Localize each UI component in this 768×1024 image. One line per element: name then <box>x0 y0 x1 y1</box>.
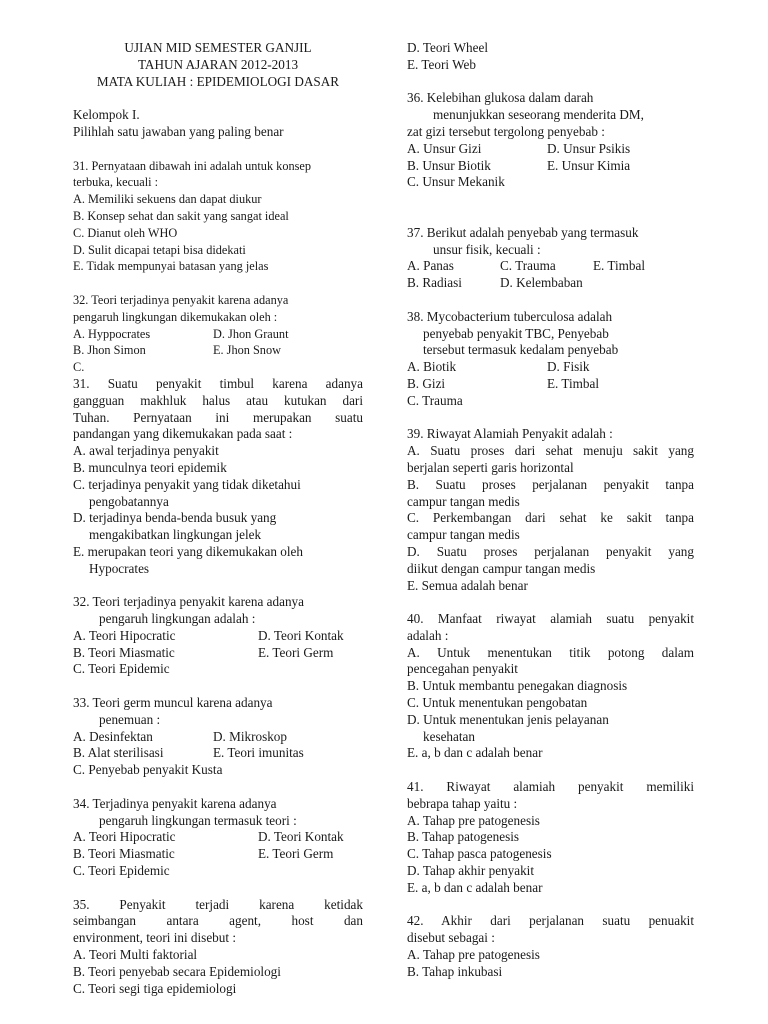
option-d: D. terjadinya benda-benda busuk yang <box>73 510 277 526</box>
option-b: B. Suatu proses perjalanan penyakit tanpa <box>407 476 694 492</box>
question-text: 32. Teori terjadinya penyakit karena adanya <box>73 594 304 610</box>
question-35-continued <box>407 40 694 74</box>
option-a: A. Teori Hipocratic <box>73 829 176 845</box>
question-text: 34. Terjadinya penyakit karena adanya <box>73 795 277 811</box>
option-d: D. Teori Kontak <box>258 829 344 845</box>
option-e: E. Tidak mempunyai batasan yang jelas <box>73 259 269 274</box>
option-c: C. Dianut oleh WHO <box>73 225 178 240</box>
question-38 <box>407 309 694 410</box>
question-text: penemuan : <box>99 711 161 727</box>
academic-year: TAHUN AJARAN 2012-2013 <box>137 56 299 72</box>
option-d: D. Fisik <box>547 359 590 375</box>
exam-title: UJIAN MID SEMESTER GANJIL <box>124 40 312 55</box>
option-a: A. Memiliki sekuens dan dapat diukur <box>73 192 262 207</box>
option-a: A. Desinfektan <box>73 728 153 744</box>
question-31b <box>73 376 363 578</box>
option-c: C. Trauma <box>500 258 556 274</box>
right-column <box>407 40 694 981</box>
option-c-cont: campur tangan medis <box>407 527 520 543</box>
course-name: MATA KULIAH : EPIDEMIOLOGI DASAR <box>96 73 340 89</box>
option-a: A. Panas <box>407 258 454 274</box>
question-text: pandangan yang dikemukakan pada saat : <box>73 426 293 442</box>
option-e: E. Jhon Snow <box>213 343 281 358</box>
option-a: A. Hyppocrates <box>73 326 151 341</box>
option-b: B. Gizi <box>407 375 446 391</box>
option-c-cont: pengobatannya <box>89 493 169 509</box>
option-b: B. munculnya teori epidemik <box>73 459 227 475</box>
question-text: 42. Akhir dari perjalanan suatu penuakit <box>407 913 694 929</box>
question-37 <box>407 225 694 292</box>
option-b: B. Alat sterilisasi <box>73 745 164 761</box>
option-e: E. Timbal <box>547 375 600 391</box>
option-a-cont: berjalan seperti garis horizontal <box>407 459 574 475</box>
option-d: D. Mikroskop <box>213 728 287 744</box>
option-d: D. Teori Kontak <box>258 627 344 643</box>
option-c: C. Teori Epidemic <box>73 863 170 879</box>
option-b: B. Konsep sehat dan sakit yang sangat ideal <box>73 208 289 223</box>
question-text: 31. Suatu penyakit timbul karena adanya <box>73 375 363 391</box>
option-d-cont: mengakibatkan lingkungan jelek <box>89 527 262 543</box>
question-41 <box>407 779 694 897</box>
option-a: A. Suatu proses dari sehat menuju sakit yang <box>407 443 694 459</box>
option-d-cont: diikut dengan campur tangan medis <box>407 560 596 576</box>
option-d: D. Sulit dicapai tetapi bisa didekati <box>73 242 246 257</box>
option-c: C. Perkembangan dari sehat ke sakit tanpa <box>407 510 694 526</box>
question-text: zat gizi tersebut tergolong penyebab : <box>407 123 605 139</box>
option-c: C. Unsur Mekanik <box>407 174 505 190</box>
question-text: pengaruh lingkungan termasuk teori : <box>99 812 297 828</box>
option-e: E. Teori Web <box>407 56 476 72</box>
question-39 <box>407 426 694 594</box>
question-text: gangguan makhluk halus atau kutukan dari <box>73 392 363 408</box>
question-text: menunjukkan seseorang menderita DM, <box>433 107 644 123</box>
question-text: penyebab penyakit TBC, Penyebab <box>423 325 609 341</box>
question-32b <box>73 594 363 678</box>
option-a-cont: pencegahan penyakit <box>407 661 518 677</box>
question-text: pengaruh lingkungan adalah : <box>99 611 256 627</box>
option-b: B. Teori Miasmatic <box>73 644 175 660</box>
question-text: 37. Berikut adalah penyebab yang termasuk <box>407 224 639 240</box>
option-c: C. Tahap pasca patogenesis <box>407 846 552 862</box>
option-c: C. Teori segi tiga epidemiologi <box>73 980 237 996</box>
option-d: D. Kelembaban <box>500 275 583 291</box>
question-35 <box>73 897 363 998</box>
question-42 <box>407 913 694 980</box>
option-d: D. Jhon Graunt <box>213 326 289 341</box>
option-b: B. Teori penyebab secara Epidemiologi <box>73 963 281 979</box>
option-c: C. Penyebab penyakit Kusta <box>73 762 223 778</box>
option-b-cont: campur tangan medis <box>407 493 520 509</box>
question-text: adalah : <box>407 627 449 643</box>
option-e: E. Timbal <box>593 258 646 274</box>
option-e: E. Teori Germ <box>258 644 334 660</box>
option-d: D. Suatu proses perjalanan penyakit yang <box>407 543 694 559</box>
question-text: 41. Riwayat alamiah penyakit memiliki <box>407 779 694 795</box>
option-c: C. Untuk menentukan pengobatan <box>407 695 588 711</box>
question-text: bebrapa tahap yaitu : <box>407 795 518 811</box>
option-e: E. a, b dan c adalah benar <box>407 879 543 895</box>
option-b: B. Tahap patogenesis <box>407 829 520 845</box>
question-text: Tuhan. Pernyataan ini merupakan suatu <box>73 409 363 425</box>
left-column <box>73 40 363 997</box>
question-31a <box>73 158 363 276</box>
question-text: disebut sebagai : <box>407 930 495 946</box>
question-text: 35. Penyakit terjadi karena ketidak <box>73 896 363 912</box>
question-text: 32. Teori terjadinya penyakit karena adanya <box>73 292 289 307</box>
option-c: C. Teori Epidemic <box>73 661 170 677</box>
option-c: C. terjadinya penyakit yang tidak diketahui <box>73 476 301 492</box>
option-e-cont: Hypocrates <box>89 560 150 576</box>
option-a: A. Unsur Gizi <box>407 140 482 156</box>
option-c: C. Trauma <box>407 392 463 408</box>
question-text: 38. Mycobacterium tuberculosa adalah <box>407 308 613 324</box>
question-40 <box>407 611 694 762</box>
option-d: D. Untuk menentukan jenis pelayanan <box>407 711 609 727</box>
question-text: tersebut termasuk kedalam penyebab <box>423 342 619 358</box>
option-e: E. merupakan teori yang dikemukakan oleh <box>73 543 303 559</box>
option-b: B. Jhon Simon <box>73 343 146 358</box>
question-text: 40. Manfaat riwayat alamiah suatu penyakit <box>407 611 694 627</box>
option-b: B. Tahap inkubasi <box>407 963 503 979</box>
option-e: E. Teori imunitas <box>213 745 304 761</box>
question-text: seimbangan antara agent, host dan <box>73 913 363 929</box>
option-b: B. Teori Miasmatic <box>73 846 175 862</box>
option-e: E. a, b dan c adalah benar <box>407 745 543 761</box>
option-e: E. Unsur Kimia <box>547 157 631 173</box>
option-a: A. Tahap pre patogenesis <box>407 947 540 963</box>
option-e: E. Semua adalah benar <box>407 577 528 593</box>
instruction: Pilihlah satu jawaban yang paling benar <box>73 123 284 139</box>
question-text: unsur fisik, kecuali : <box>433 241 541 257</box>
question-32a <box>73 292 363 376</box>
question-text: 36. Kelebihan glukosa dalam darah <box>407 90 594 106</box>
option-d-cont: kesehatan <box>423 728 475 744</box>
question-text: 33. Teori germ muncul karena adanya <box>73 695 273 711</box>
option-b: B. Unsur Biotik <box>407 157 491 173</box>
option-a: A. Biotik <box>407 359 457 375</box>
question-36 <box>407 90 694 191</box>
question-33 <box>73 695 363 779</box>
option-d: D. Unsur Psikis <box>547 140 631 156</box>
option-a: A. Teori Multi faktorial <box>73 947 198 963</box>
option-c: C. <box>73 360 85 375</box>
question-text: 31. Pernyataan dibawah ini adalah untuk konsep <box>73 158 312 173</box>
option-d: D. Teori Wheel <box>407 40 488 55</box>
option-a: A. Tahap pre patogenesis <box>407 812 540 828</box>
question-34 <box>73 796 363 880</box>
group-label: Kelompok I. <box>73 107 140 123</box>
option-a: A. Untuk menentukan titik potong dalam <box>407 644 694 660</box>
option-e: E. Teori Germ <box>258 846 334 862</box>
option-a: A. awal terjadinya penyakit <box>73 443 219 459</box>
option-b: B. Radiasi <box>407 275 462 291</box>
question-text: pengaruh lingkungan dikemukakan oleh : <box>73 309 278 324</box>
question-text: terbuka, kecuali : <box>73 175 159 190</box>
question-text: environment, teori ini disebut : <box>73 930 236 946</box>
option-b: B. Untuk membantu penegakan diagnosis <box>407 678 628 694</box>
option-d: D. Tahap akhir penyakit <box>407 863 535 879</box>
question-text: 39. Riwayat Alamiah Penyakit adalah : <box>407 426 613 442</box>
option-a: A. Teori Hipocratic <box>73 627 176 643</box>
